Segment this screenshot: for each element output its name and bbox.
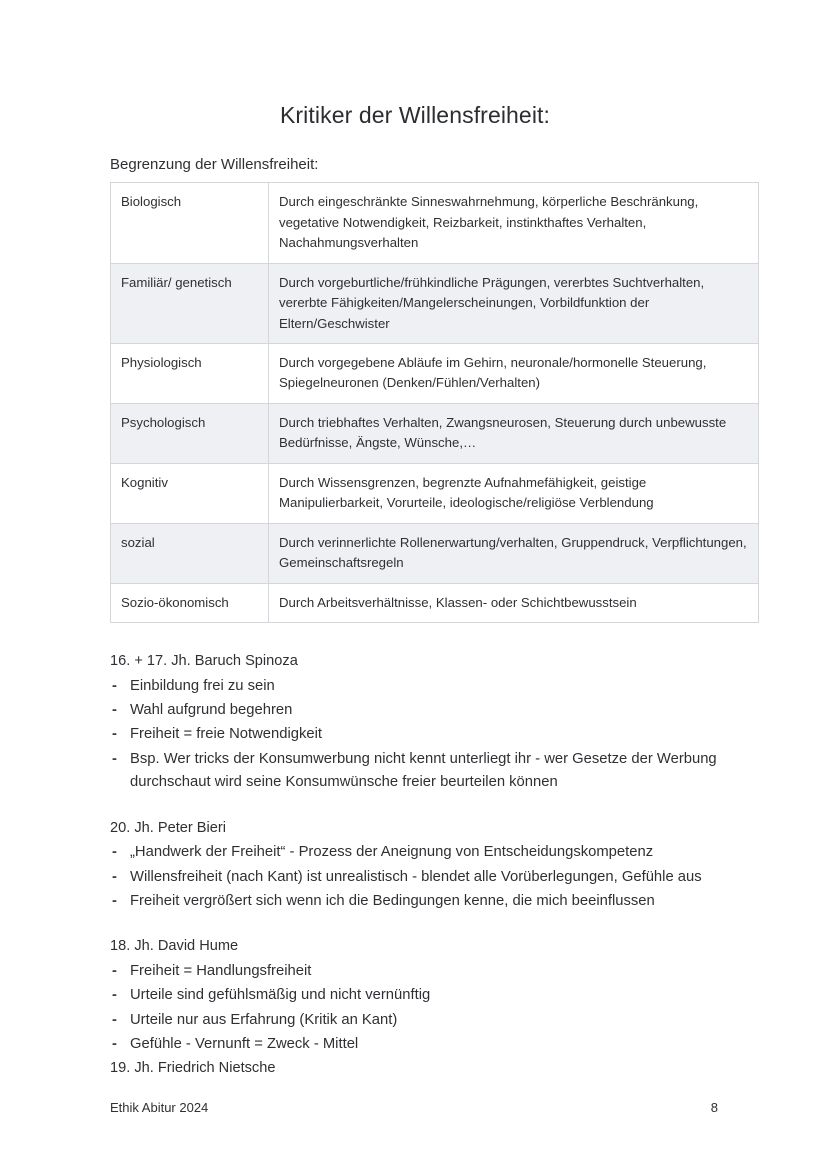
table-cell-category: Physiologisch bbox=[111, 343, 269, 403]
list-item-label: „Handwerk der Freiheit“ - Prozess der Aneignung von Entscheidungskompetenz bbox=[130, 844, 654, 861]
notes-sections bbox=[110, 650, 720, 1080]
table-cell-description: Durch Arbeitsverhältnisse, Klassen- oder Schichtbewusstsein bbox=[269, 583, 759, 622]
table-cell-category: Kognitiv bbox=[111, 463, 269, 523]
begrenzung-der-willensfreiheit-table bbox=[110, 182, 759, 623]
list-item-label: Freiheit = Handlungsfreiheit bbox=[130, 962, 312, 979]
table-body bbox=[111, 183, 759, 623]
table-cell-description: Durch eingeschränkte Sinneswahrnehmung, körperliche Beschränkung, vegetative Notwendigkeit, Reizbarkeit, instinkthaftes Verhalten, Nachahmungsverhalten bbox=[269, 183, 759, 263]
note-section-heading: 16. + 17. Jh. Baruch Spinoza bbox=[110, 653, 298, 670]
list-item bbox=[110, 1033, 720, 1056]
page-footer bbox=[110, 1100, 718, 1115]
list-item-label: Einbildung frei zu sein bbox=[130, 677, 275, 694]
table-cell-description: Durch vorgeburtliche/frühkindliche Prägungen, vererbtes Suchtverhalten, vererbte Fähigkeiten/Mangelerscheinungen, Vorbildfunktion der Eltern/Geschwister bbox=[269, 263, 759, 343]
table-cell-category: Biologisch bbox=[111, 183, 269, 263]
dash-bullet-icon: - bbox=[112, 1036, 117, 1052]
page-number: 8 bbox=[710, 1100, 718, 1115]
dash-bullet-icon: - bbox=[112, 962, 117, 979]
dash-bullet-icon: - bbox=[112, 987, 117, 1004]
document-content bbox=[110, 0, 747, 1080]
footer-label: Ethik Abitur 2024 bbox=[110, 1100, 209, 1115]
list-item bbox=[110, 984, 720, 1007]
note-section-footer-line: 19. Jh. Friedrich Nietsche bbox=[110, 1060, 276, 1077]
table-cell-description: Durch Wissensgrenzen, begrenzte Aufnahmefähigkeit, geistige Manipulierbarkeit, Vorurteile, ideologische/religiöse Verblendung bbox=[269, 463, 759, 523]
table-cell-category: Sozio-ökonomisch bbox=[111, 583, 269, 622]
list-item-label: Willensfreiheit (nach Kant) ist unrealistisch - blendet alle Vorüberlegungen, Gefühle aus bbox=[130, 868, 702, 885]
note-section bbox=[110, 935, 720, 1080]
note-section bbox=[110, 817, 720, 914]
list-item bbox=[110, 890, 720, 913]
list-item-label: Gefühle - Vernunft = Zweck - Mittel bbox=[130, 1036, 359, 1052]
list-item bbox=[110, 699, 720, 722]
table-row bbox=[111, 403, 759, 463]
note-section bbox=[110, 650, 720, 794]
table-row bbox=[111, 183, 759, 263]
table-cell-description: Durch vorgegebene Abläufe im Gehirn, neuronale/hormonelle Steuerung, Spiegelneuronen (Denken/Fühlen/Verhalten) bbox=[269, 343, 759, 403]
note-bullet-list bbox=[110, 960, 720, 1057]
note-section-heading: 20. Jh. Peter Bieri bbox=[110, 819, 226, 836]
note-section-heading: 18. Jh. David Hume bbox=[110, 938, 239, 955]
dash-bullet-icon: - bbox=[112, 750, 117, 767]
list-item bbox=[110, 841, 720, 864]
table-row bbox=[111, 583, 759, 622]
list-item-label: Freiheit vergrößert sich wenn ich die Bedingungen kenne, die mich beeinflussen bbox=[130, 892, 655, 909]
table-row bbox=[111, 263, 759, 343]
dash-bullet-icon: - bbox=[112, 677, 117, 694]
table-cell-category: Psychologisch bbox=[111, 403, 269, 463]
table-cell-description: Durch verinnerlichte Rollenerwartung/verhalten, Gruppendruck, Verpflichtungen, Gemeinschaftsregeln bbox=[269, 523, 759, 583]
list-item bbox=[110, 960, 720, 983]
list-item bbox=[110, 748, 720, 795]
table-row bbox=[111, 343, 759, 403]
dash-bullet-icon: - bbox=[112, 844, 117, 861]
table-row bbox=[111, 523, 759, 583]
dash-bullet-icon: - bbox=[112, 868, 117, 885]
list-item-label: Urteile nur aus Erfahrung (Kritik an Kant) bbox=[130, 1011, 398, 1028]
list-item bbox=[110, 723, 720, 746]
dash-bullet-icon: - bbox=[112, 892, 117, 909]
dash-bullet-icon: - bbox=[112, 726, 117, 743]
table-cell-description: Durch triebhaftes Verhalten, Zwangsneurosen, Steuerung durch unbewusste Bedürfnisse, Ängste, Wünsche,… bbox=[269, 403, 759, 463]
list-item-label: Bsp. Wer tricks der Konsumwerbung nicht kennt unterliegt ihr - wer Gesetze der Werbung durchschaut wird seine Konsumwünsche freier beurteilen können bbox=[130, 750, 717, 791]
dash-bullet-icon: - bbox=[112, 1011, 117, 1028]
dash-bullet-icon: - bbox=[112, 702, 117, 719]
table-cell-category: sozial bbox=[111, 523, 269, 583]
list-item bbox=[110, 675, 720, 698]
list-item bbox=[110, 866, 720, 889]
section-subtitle: Begrenzung der Willensfreiheit: bbox=[110, 155, 319, 173]
note-bullet-list bbox=[110, 675, 720, 795]
table-cell-category: Familiär/ genetisch bbox=[111, 263, 269, 343]
note-bullet-list bbox=[110, 841, 720, 913]
list-item-label: Freiheit = freie Notwendigkeit bbox=[130, 726, 323, 743]
table-row bbox=[111, 463, 759, 523]
list-item bbox=[110, 1009, 720, 1032]
list-item-label: Urteile sind gefühlsmäßig und nicht vernünftig bbox=[130, 987, 431, 1004]
list-item-label: Wahl aufgrund begehren bbox=[130, 702, 293, 719]
page-title: Kritiker der Willensfreiheit: bbox=[279, 102, 551, 128]
